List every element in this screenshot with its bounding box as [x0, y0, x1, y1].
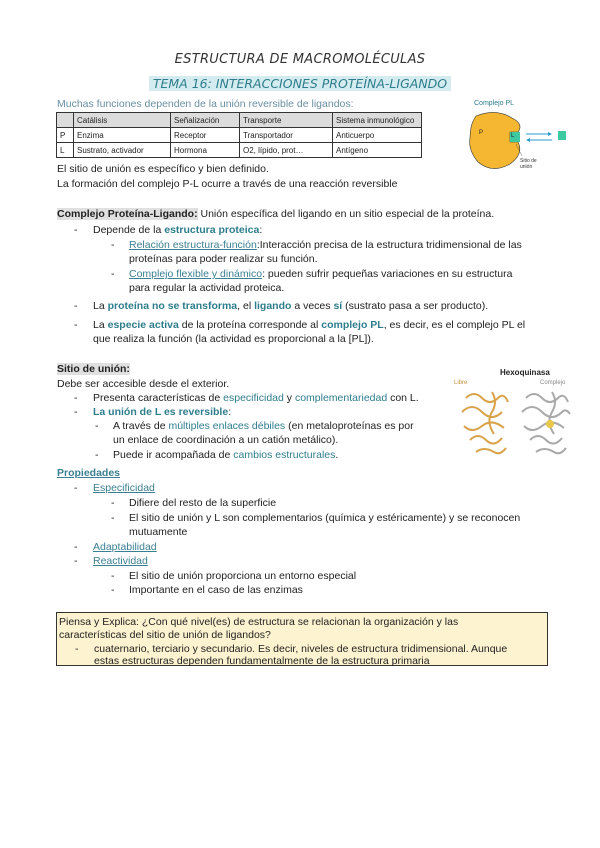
link-complejo-flexible[interactable]: Complejo flexible y dinámico: [129, 268, 263, 280]
ligand-label: L: [511, 133, 515, 139]
free-label: Libre: [454, 380, 468, 386]
protein-structures: [452, 368, 582, 468]
list-item: - Relación estructura-función:Interacción precisa de la estructura tridimensional de las: [111, 239, 522, 251]
list-item: - La proteína no se transforma, el ligando a veces sí (sustrato pasa a ser producto).: [74, 300, 489, 312]
link-adaptabilidad[interactable]: Adaptabilidad: [93, 541, 157, 553]
list-item: - Complejo flexible y dinámico: pueden sufrir pequeñas variaciones en su estructura: [111, 268, 513, 280]
bullet-dash: -: [74, 482, 78, 494]
list-item: - La unión de L es reversible:: [74, 406, 232, 418]
bullet-dash: -: [95, 449, 99, 461]
bullet-dash: -: [111, 570, 115, 582]
bullet-dash: -: [111, 584, 115, 596]
list-item: [74, 540, 157, 554]
hexoquinasa-figure: [452, 368, 582, 468]
sitio-heading-line: [57, 362, 130, 376]
bullet-dash: -: [74, 541, 78, 553]
bullet-dash: -: [111, 497, 115, 509]
function-table: [56, 112, 422, 158]
link-especificidad[interactable]: Especificidad: [93, 482, 155, 494]
link-reactividad[interactable]: Reactividad: [93, 555, 148, 567]
bullet-dash: -: [74, 224, 78, 236]
bullet-dash: -: [75, 643, 79, 655]
text-line: un enlace de coordinación a un catión metálico).: [113, 434, 339, 446]
protein-label: P: [479, 130, 484, 136]
list-item: [74, 554, 148, 568]
complejo-heading-line: Complejo Proteína-Ligando: Unión específica del ligando en un sitio especial de la proteína.: [57, 208, 495, 220]
pl-complex-figure: [466, 98, 576, 180]
bullet-dash: -: [74, 406, 78, 418]
binding-site-label: Sitio de unión: [520, 158, 537, 170]
bullet-dash: -: [111, 512, 115, 524]
answer-line: - cuaternario, terciario y secundario. Es decir, niveles de estructura tridimensional. Aunque: [75, 643, 508, 655]
bullet-dash: -: [74, 300, 78, 312]
bullet-dash: -: [95, 420, 99, 432]
list-item: - Difiere del resto de la superficie: [111, 497, 277, 509]
bullet-dash: -: [74, 392, 78, 404]
question-box: [56, 612, 548, 666]
intro-text: Muchas funciones dependen de la unión reversible de ligandos:: [57, 98, 354, 110]
text-line: para regular la actividad proteica.: [129, 282, 285, 294]
answer-line: estas estructuras dependen fundamentalmente de la estructura primaria: [94, 655, 430, 667]
text-line: El sitio de unión es específico y bien definido.: [57, 163, 269, 175]
table-row: Catálisis Señalización Transporte Sistema inmunológico: [57, 113, 422, 128]
complejo-heading: Complejo Proteína-Ligando:: [57, 208, 198, 220]
page-subtitle: TEMA 16: INTERACCIONES PROTEÍNA-LIGANDO: [149, 76, 451, 91]
table-row: P Enzima Receptor Transportador Anticuerpo: [57, 128, 422, 143]
list-item: - Puede ir acompañada de cambios estructurales.: [95, 449, 339, 461]
list-item: - Presenta características de especificidad y complementariedad con L.: [74, 392, 419, 404]
bullet-dash: -: [74, 319, 78, 331]
text-line: Debe ser accesible desde el exterior.: [57, 378, 230, 390]
table-row: L Sustrato, activador Hormona O2, lípido, prot… Antígeno: [57, 143, 422, 158]
list-item: - Importante en el caso de las enzimas: [111, 584, 303, 596]
list-item: - El sitio de unión proporciona un entorno especial: [111, 570, 357, 582]
question-line: Piensa y Explica: ¿Con qué nivel(es) de estructura se relacionan la organización y las: [59, 616, 459, 628]
page-title: ESTRUCTURA DE MACROMOLÉCULAS: [174, 52, 426, 67]
list-item: - A través de múltiples enlaces débiles (en metaloproteínas es por: [95, 420, 414, 432]
text-line: que realiza la función (la actividad es proporcional a la [PL]).: [93, 333, 374, 345]
question-line: características del sitio de unión de ligandos?: [59, 629, 271, 641]
list-item: [74, 481, 155, 495]
link-relacion[interactable]: Relación estructura-función: [129, 239, 257, 251]
bullet-dash: -: [111, 239, 115, 251]
bullet-dash: -: [74, 555, 78, 567]
list-item: - La especie activa de la proteína corresponde al complejo PL, es decir, es el complejo PL el: [74, 319, 526, 331]
complex-label: Complejo: [540, 380, 566, 386]
bullet-dash: -: [111, 268, 115, 280]
list-item: - Depende de la estructura proteica:: [74, 224, 263, 236]
list-item: - El sitio de unión y L son complementarios (química y estéricamente) y se reconocen: [111, 512, 521, 524]
text-line: La formación del complejo P-L ocurre a través de una reacción reversible: [57, 178, 398, 190]
text-line: mutuamente: [129, 526, 188, 538]
figure-title: Hexoquinasa: [500, 368, 550, 377]
text-line: proteínas para poder realizar su función.: [129, 253, 318, 265]
figure-caption: Complejo PL: [474, 100, 515, 107]
propiedades-heading: Propiedades: [57, 467, 121, 479]
sitio-heading: Sitio de unión:: [57, 363, 130, 375]
